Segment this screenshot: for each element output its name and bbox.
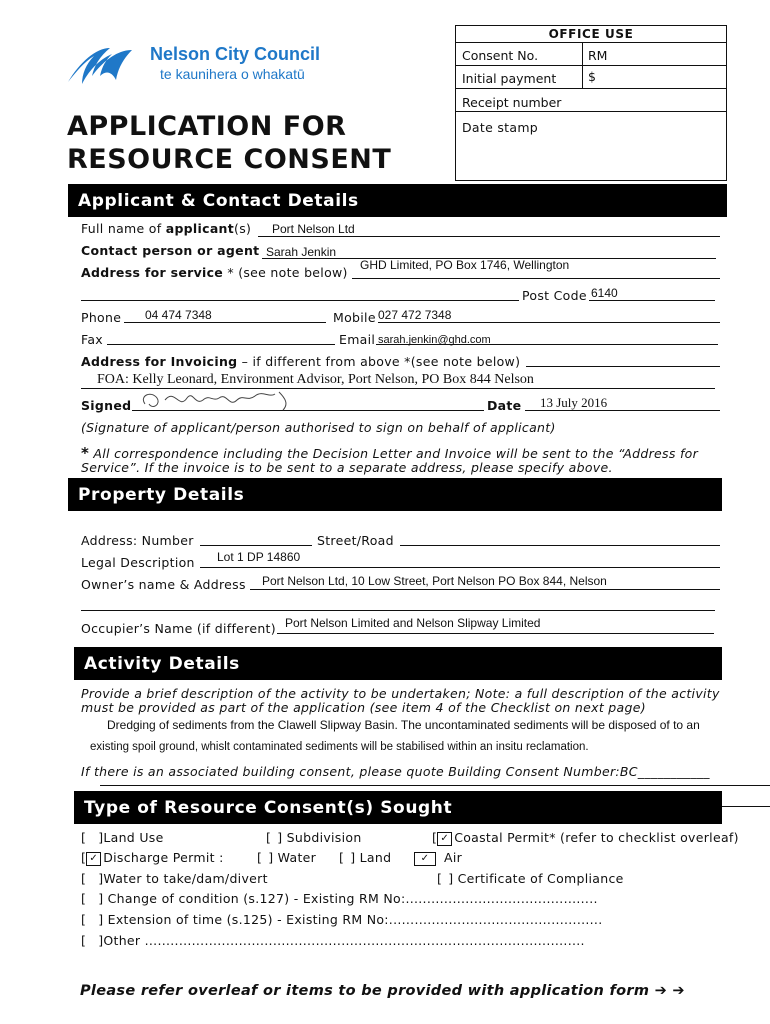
section-bar-applicant bbox=[68, 184, 727, 217]
option-air[interactable]: ✓ Air bbox=[414, 850, 462, 866]
activity-description-line1[interactable]: Dredging of sediments from the Clawell Slipway Basin. The uncontaminated sediments will be disposed of to an bbox=[107, 718, 700, 732]
footer-note: Please refer overleaf or items to be provided with application form ➔ ➔ bbox=[80, 983, 685, 999]
mobile-label: Mobile bbox=[333, 310, 376, 325]
section-bar-consent-types bbox=[74, 791, 722, 824]
applicant-heading: Applicant & Contact Details bbox=[78, 191, 359, 211]
owner-value[interactable]: Port Nelson Ltd, 10 Low Street, Port Nelson PO Box 844, Nelson bbox=[262, 574, 607, 588]
email-label: Email bbox=[339, 332, 376, 347]
address-service-value[interactable]: GHD Limited, PO Box 1746, Wellington bbox=[360, 258, 570, 272]
correspondence-note-line2: Service”. If the invoice is to be sent to a separate address, please specify above. bbox=[81, 460, 613, 475]
org-name: Nelson City Council bbox=[150, 44, 321, 64]
council-logo-icon bbox=[66, 42, 146, 88]
occupier-value[interactable]: Port Nelson Limited and Nelson Slipway Limited bbox=[285, 616, 541, 630]
post-code-value[interactable]: 6140 bbox=[591, 286, 618, 300]
signature[interactable] bbox=[135, 384, 305, 418]
option-other[interactable]: [ ]Other ....................................................................................................... bbox=[81, 933, 585, 948]
activity-description-line2[interactable]: existing spoil ground, whislt contaminated sediments will be stabilised within an insitu reclamation. bbox=[90, 741, 589, 753]
consent-no-value: RM bbox=[588, 48, 608, 63]
initial-payment-value: $ bbox=[588, 69, 596, 84]
page-title-line2: RESOURCE CONSENT bbox=[67, 144, 392, 175]
office-row-receipt bbox=[456, 88, 726, 112]
initial-payment-label: Initial payment bbox=[462, 71, 557, 86]
mobile-value[interactable]: 027 472 7348 bbox=[378, 308, 452, 322]
option-water[interactable]: [ ] Water bbox=[257, 850, 317, 865]
consent-no-label: Consent No. bbox=[462, 48, 539, 63]
option-land[interactable]: [ ] Land bbox=[339, 850, 392, 865]
council-logo bbox=[66, 42, 146, 88]
office-use-box bbox=[455, 25, 727, 181]
option-land-use[interactable]: [ ]Land Use bbox=[81, 830, 164, 845]
full-name-label: Full name of applicant(s) bbox=[81, 221, 252, 236]
address-service-label: Address for service * (see note below) bbox=[81, 265, 348, 280]
signature-scribble-icon bbox=[135, 384, 305, 418]
arrow-right-icon: ➔ ➔ bbox=[654, 983, 685, 999]
option-extension-time[interactable]: [ ] Extension of time (s.125) - Existing RM No:.................................................. bbox=[81, 912, 603, 927]
office-use-heading: OFFICE USE bbox=[456, 26, 726, 43]
option-certificate[interactable]: [ ] Certificate of Compliance bbox=[437, 871, 624, 886]
occupier-label: Occupier’s Name (if different) bbox=[81, 621, 276, 636]
contact-person-value[interactable]: Sarah Jenkin bbox=[266, 245, 337, 259]
address-number-label: Address: Number bbox=[81, 533, 194, 548]
office-row-payment bbox=[456, 65, 726, 89]
phone-value[interactable]: 04 474 7348 bbox=[145, 308, 212, 322]
activity-instructions-line2: must be provided as part of the application (see item 4 of the Checklist on next page) bbox=[81, 700, 646, 715]
option-discharge-permit[interactable]: [ ✓ Discharge Permit : bbox=[81, 850, 224, 865]
signature-note: (Signature of applicant/person authorised to sign on behalf of applicant) bbox=[81, 420, 556, 435]
fax-label: Fax bbox=[81, 332, 103, 347]
date-label: Date bbox=[487, 398, 522, 413]
invoice-address-value[interactable]: FOA: Kelly Leonard, Environment Advisor, Port Nelson, PO Box 844 Nelson bbox=[97, 372, 534, 387]
coastal-check-icon: ✓ bbox=[437, 832, 452, 846]
discharge-check-icon: ✓ bbox=[86, 852, 101, 866]
activity-heading: Activity Details bbox=[84, 654, 240, 674]
section-bar-property bbox=[68, 478, 722, 511]
contact-person-label: Contact person or agent bbox=[81, 243, 260, 258]
option-coastal-permit[interactable]: [ ✓ Coastal Permit* (refer to checklist overleaf) bbox=[432, 830, 739, 845]
org-tagline: te kaunihera o whakatū bbox=[160, 66, 305, 82]
activity-instructions-line1: Provide a brief description of the activity to be undertaken; Note: a full description of the activity bbox=[81, 686, 720, 701]
date-stamp-label: Date stamp bbox=[462, 120, 539, 135]
consent-types-heading: Type of Resource Consent(s) Sought bbox=[84, 798, 453, 818]
signed-label: Signed bbox=[81, 398, 132, 413]
office-row-consent bbox=[456, 42, 726, 66]
correspondence-note-line1: * All correspondence including the Decision Letter and Invoice will be sent to the “Address for bbox=[81, 444, 699, 462]
office-divider bbox=[582, 42, 583, 88]
receipt-label: Receipt number bbox=[462, 95, 562, 110]
option-water-take[interactable]: [ ]Water to take/dam/divert bbox=[81, 871, 268, 886]
post-code-label: Post Code bbox=[522, 288, 587, 303]
legal-description-label: Legal Description bbox=[81, 555, 195, 570]
email-value[interactable]: sarah.jenkin@ghd.com bbox=[378, 334, 491, 346]
phone-label: Phone bbox=[81, 310, 122, 325]
property-heading: Property Details bbox=[78, 485, 245, 505]
owner-label: Owner’s name & Address bbox=[81, 577, 246, 592]
street-label: Street/Road bbox=[317, 533, 394, 548]
air-check-icon: ✓ bbox=[414, 852, 436, 866]
section-bar-activity bbox=[74, 647, 722, 680]
invoice-address-label: Address for Invoicing – if different from above *(see note below) bbox=[81, 354, 521, 369]
page-title-line1: APPLICATION FOR bbox=[67, 111, 347, 142]
option-change-condition[interactable]: [ ] Change of condition (s.127) - Existing RM No:............................................. bbox=[81, 891, 598, 906]
building-consent-line: If there is an associated building consent, please quote Building Consent Number:BC___________ bbox=[81, 764, 710, 779]
full-name-value[interactable]: Port Nelson Ltd bbox=[272, 222, 355, 236]
option-subdivision[interactable]: [ ] Subdivision bbox=[266, 830, 362, 845]
legal-description-value[interactable]: Lot 1 DP 14860 bbox=[217, 550, 301, 564]
date-value[interactable]: 13 July 2016 bbox=[540, 395, 608, 410]
